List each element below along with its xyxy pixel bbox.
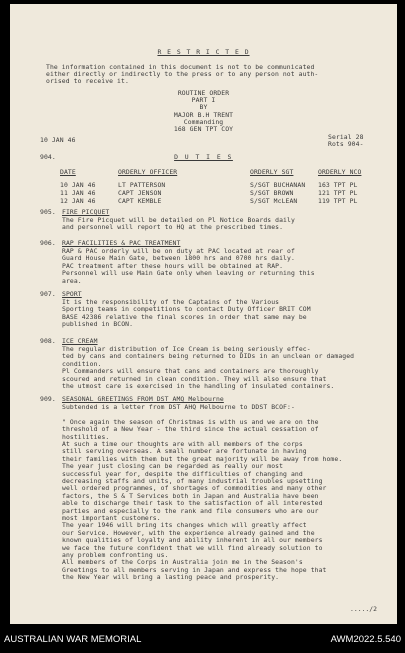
duties-cell: CAPT JENSON [118, 189, 162, 197]
section-line: Subtended is a letter from DST AHQ Melbourne to DDST BCOF:- [62, 403, 295, 411]
section-line: Guard House Main Gate, between 1800 hrs and 0700 hrs daily. [62, 254, 295, 263]
section-line: able to discharge their task to the satisfaction of all interested [62, 499, 323, 508]
section-line: we face the future confident that we will find already solution to [62, 543, 323, 552]
footer-source: AUSTRALIAN WAR MEMORIAL [4, 634, 142, 645]
section-line: It is the responsibility of the Captains of the Various [62, 298, 280, 306]
notice-line: The information contained in this document is not to be communicated [46, 63, 315, 71]
footer-bar [0, 624, 405, 653]
section-line: their families with them but the great majority will be away from home. [62, 454, 343, 463]
section-line: factors, the S & T Services both in Japan and Australia have been [62, 491, 319, 500]
section-number: 904. [40, 153, 56, 161]
duties-cell: 12 JAN 46 [60, 197, 96, 205]
section-number: 908. [40, 337, 56, 345]
order-title-line: MAJOR B.H TRENT [173, 110, 234, 119]
duties-column-header: ORDERLY OFFICER [118, 168, 178, 176]
duties-cell: S/SGT BUCHANAN [250, 181, 306, 189]
section-title: RAP FACILITIES & PAC TREATMENT [62, 239, 181, 247]
section-line: RAP & PAC orderly will be on duty at PAC located at rear of [62, 247, 295, 255]
duties-cell: LT PATTERSON [118, 181, 166, 189]
section-line: At such a time our thoughts are with all members of the corps [62, 440, 303, 448]
section-line: known qualities of loyalty and ability inherent in all our members [62, 536, 323, 545]
section-line: The year just closing can be regarded as really our most [62, 462, 284, 471]
restricted-heading: R E S T R I C T E D [157, 48, 250, 56]
section-line: PAC treatment after these hours will be obtained at RAP. [62, 261, 284, 270]
order-title-line: BY [199, 103, 208, 112]
duties-column-header: ORDERLY NCO [318, 168, 362, 176]
section-line: the New Year will bring a lasting peace and prosperity. [62, 573, 280, 582]
section-line: Sporting teams in competitions to contact Duty Officer BRIT COM [62, 305, 311, 314]
duties-cell: S/SGT BROWN [250, 189, 294, 197]
section-line: BASE 42386 relative the final scores in order that same may be [62, 312, 307, 321]
duties-cell: CAPT KEMBLE [118, 197, 162, 205]
section-line: well ordered programmes, of shortages of commodities and many other [62, 484, 327, 493]
section-line: The year 1946 will bring its changes which will greatly affect [62, 521, 307, 530]
duties-cell: 119 TPT PL [318, 197, 358, 205]
rots-number: Rots 904- [328, 140, 364, 148]
section-line: " Once again the season of Christmas is with us and we are on the [62, 417, 319, 426]
notice-line: either directly or indirectly to the press or to any person not auth- [46, 70, 319, 78]
duties-cell: 10 JAN 46 [60, 181, 96, 189]
section-line: area. [62, 276, 82, 285]
section-line: decreasing staffs and units, of many industrial troubles upsetting [62, 477, 323, 485]
section-line: most important customers. [62, 514, 161, 522]
next-page-marker: ...../2 [350, 605, 377, 613]
section-line: Pl Commanders will ensure that cans and containers are thoroughly [62, 367, 319, 376]
duties-cell: 11 JAN 46 [60, 189, 96, 197]
footer-accession: AWM2022.5.540 [330, 634, 401, 645]
order-title-line: 168 GEN TPT COY [173, 125, 234, 133]
section-line: published in BCON. [62, 320, 134, 329]
section-line: successful year for, despite the difficulties of changing and [62, 469, 303, 478]
section-line: parties and especially to the rank and file consumers who are our [62, 506, 319, 515]
section-line: the utmost care is exercised in the handling of insulated containers. [62, 382, 335, 390]
order-date: 10 JAN 46 [40, 136, 76, 144]
section-line: scoured and returned in clean condition. They will also ensure that [62, 374, 327, 383]
section-line: and personnel will report to HQ at the prescribed times. [62, 223, 284, 232]
section-title: ICE CREAM [62, 337, 98, 345]
section-line: still serving overseas. A small number are fortunate in having [62, 447, 307, 456]
duties-title: D U T I E S [174, 153, 233, 161]
section-line: Greetings to all members serving in Japan and express the hope that [62, 565, 327, 574]
section-line: condition. [62, 359, 102, 368]
duties-cell: 163 TPT PL [318, 181, 358, 189]
section-number: 909. [40, 395, 56, 403]
section-number: 905. [40, 208, 56, 216]
section-line: any problem confronting us. [62, 551, 169, 559]
order-title-line: ROUTINE ORDER [177, 89, 230, 97]
duties-cell: 121 TPT PL [318, 189, 358, 197]
section-line: All members of the Corps in Australia join me in the Season's [62, 558, 303, 567]
section-title: SPORT [62, 290, 82, 298]
section-line: The Fire Picquet will be detailed on Pl Notice Boards daily [62, 216, 295, 224]
notice-line: orised to receive it. [46, 77, 129, 85]
section-number: 906. [40, 239, 56, 247]
duties-column-header: ORDERLY SGT [250, 168, 294, 176]
section-line: threshold of a New Year - the third since the actual cessation of [62, 425, 319, 434]
section-line: The regular distribution of Ice Cream is being seriously effec- [62, 345, 311, 353]
duties-cell: S/SGT McLEAN [250, 197, 298, 205]
order-title-line: PART I [191, 96, 216, 105]
section-title: FIRE PICQUET [62, 208, 110, 216]
duties-column-header: DATE [60, 168, 76, 176]
section-title: SEASONAL GREETINGS FROM DST AMQ Melbourne [62, 395, 224, 403]
document-page [10, 4, 397, 624]
section-line: our Service. However, with the experience already gained and the [62, 528, 315, 537]
section-number: 907. [40, 290, 56, 298]
section-line: hostilities. [62, 432, 110, 441]
section-line: Personnel will use Main Gate only when leaving or returning this [62, 269, 315, 278]
section-line: ted by cans and containers being returned to DIDs in an unclean or damaged [62, 352, 355, 361]
serial-number: Serial 28 [328, 133, 364, 141]
order-title-line: Commanding [183, 117, 224, 126]
